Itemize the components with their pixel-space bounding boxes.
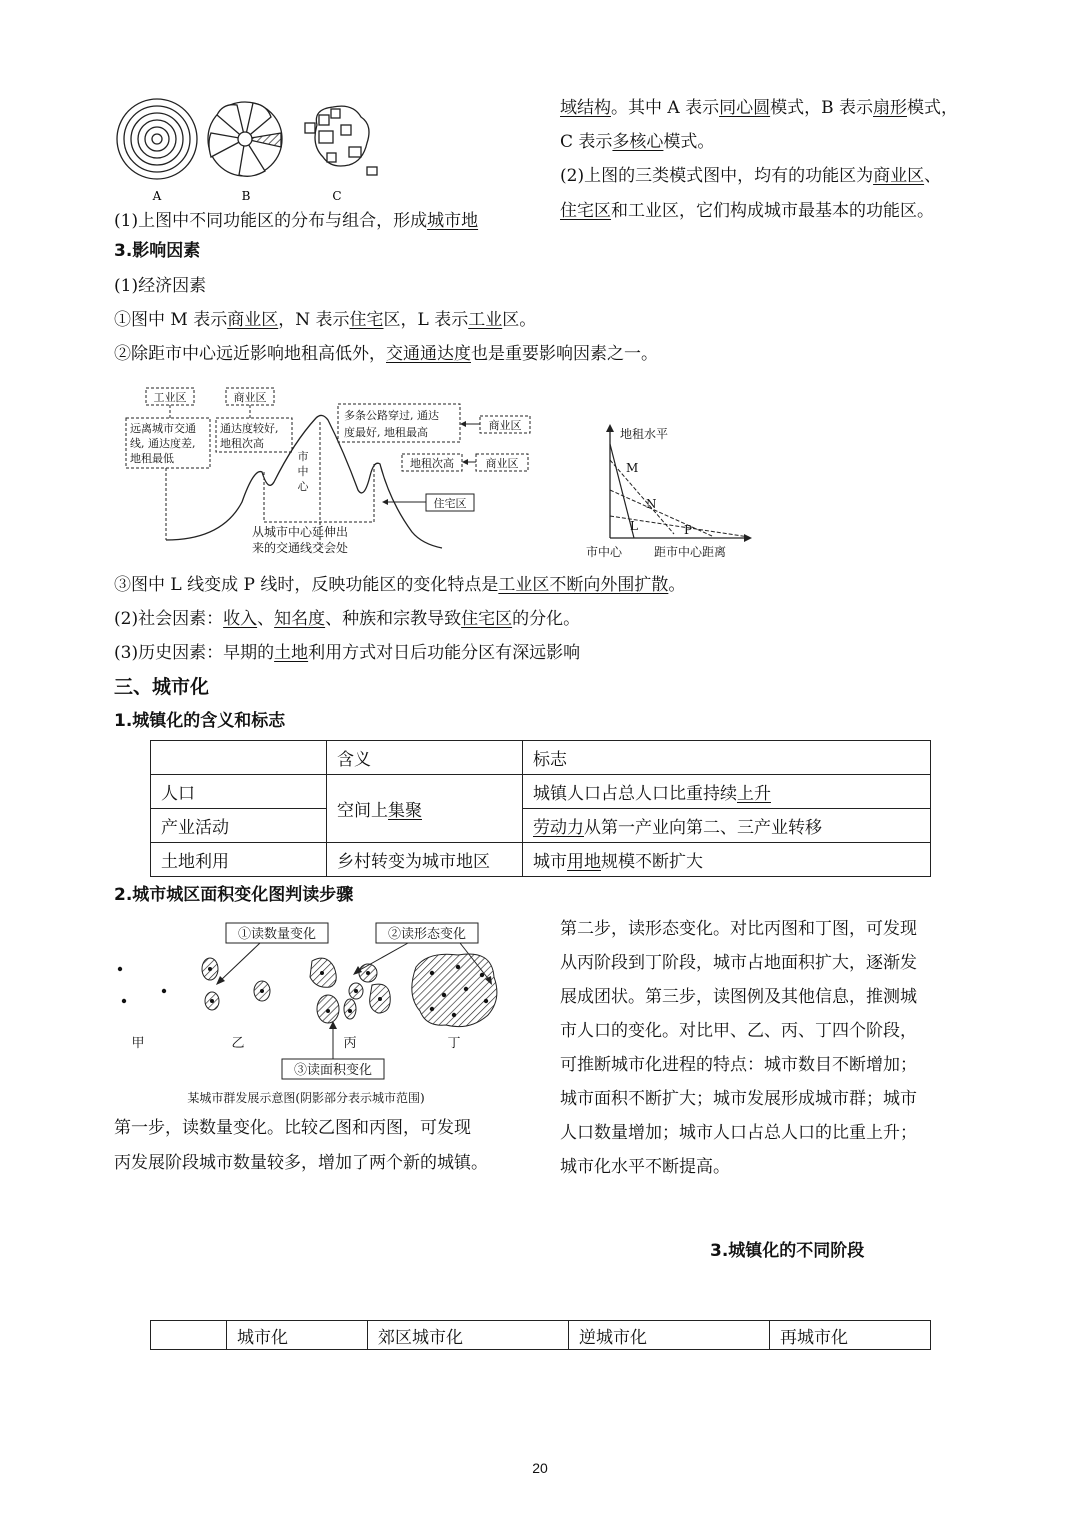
stages-cell-suburbanization: 郊区城市化 [368,1321,569,1350]
box-commercial: 商业区 [233,391,267,404]
step1-line1: 第一步，读数量变化。比较乙图和丙图，可发现 [114,1118,471,1138]
box-right-commercial-2: 商业区 [485,457,519,470]
stages-cell-counter-urbanization: 逆城市化 [569,1321,770,1350]
cell-population: 人口 [151,775,327,809]
box-far-2: 线, 通达度差, [130,437,196,450]
curve-n-label: N [646,497,657,511]
right-para-6: 城市面积不断扩大；城市发展形成城市群；城市 [560,1089,917,1109]
factors-line2: ②除距市中心远近影响地租高低外，交通通达度也是重要影响因素之一。 [114,344,658,364]
factors-economic: (1)经济因素 [114,276,207,296]
rent-profile-diagram [122,382,542,562]
city-center-1: 市 [297,450,309,463]
box-mid-2: 地租次高 [220,437,264,450]
cell-header-meaning: 含义 [327,741,523,775]
factors-heading: 3.影响因素 [114,241,201,261]
cell-land-use-sign: 城市用地规模不断扩大 [523,843,931,877]
model-text-r4: 住宅区和工业区，它们构成城市最基本的功能区。 [560,201,934,221]
model-label-c: C [332,189,342,203]
model-text-r3: (2)上图的三类模式图中，均有的功能区为商业区、 [560,166,942,186]
factors-line1: ①图中 M 表示商业区，N 表示住宅区，L 表示工业区。 [114,310,537,330]
cell-land-use-meaning: 乡村转变为城市地区 [327,843,523,877]
stages-cell-reurbanization: 再城市化 [770,1321,931,1350]
curve-m-label: M [626,461,639,475]
rent-curve-graph [584,420,754,565]
curve-l-label: L [630,519,638,533]
curve-p-label: P [684,523,693,537]
box-quantity: ①读数量变化 [237,927,317,942]
box-residential: 住宅区 [433,497,467,510]
city-center-2: 中 [297,465,309,478]
factors-social: (2)社会因素：收入、知名度、种族和宗教导致住宅区的分化。 [114,609,581,629]
section-heading-urbanization: 三、城市化 [114,676,210,698]
box-area: ③读面积变化 [293,1063,373,1078]
box-second-rent: 地租次高 [410,457,454,470]
rent-graph-ylabel: 地租水平 [620,427,669,441]
city-group-figure [110,915,510,1111]
concentric-model [117,99,197,179]
sub-heading-area-steps: 2.城市城区面积变化图判读步骤 [114,885,354,905]
stage-ding: 丁 [447,1036,461,1051]
factors-history: (3)历史因素：早期的土地利用方式对日后功能分区有深远影响 [114,643,581,663]
right-para-1: 第二步，读形态变化。对比丙图和丁图，可发现 [560,919,917,939]
urban-models-figure [105,95,395,207]
multi-nuclei-model [305,106,377,175]
right-para-3: 展成团状。第三步，读图例及其他信息，推测城 [560,987,917,1007]
figure-caption: 某城市群发展示意图(阴影部分表示城市范围) [187,1091,425,1105]
bottom-note-2: 来的交通线交会处 [252,541,349,555]
model-label-a: A [152,189,162,203]
stage-jia: 甲 [131,1036,145,1051]
stages-cell-urbanization: 城市化 [227,1321,368,1350]
box-top-1: 多条公路穿过, 通达 [344,409,439,422]
bottom-note-1: 从城市中心延伸出 [252,525,349,539]
box-far-1: 远离城市交通 [130,422,196,435]
box-right-commercial: 商业区 [488,419,522,432]
cell-empty-header [151,741,327,775]
box-shape: ②读形态变化 [387,927,467,942]
factors-line3: ③图中 L 线变成 P 线时，反映功能区的变化特点是工业区不断向外围扩散。 [114,575,686,595]
cell-header-sign: 标志 [523,741,931,775]
city-center-3: 心 [297,480,309,493]
page-number: 20 [532,1460,548,1476]
right-para-2: 从丙阶段到丁阶段，城市占地面积扩大，逐渐发 [560,953,917,973]
stage-bing: 丙 [343,1036,357,1051]
meaning-table [150,740,931,877]
stage-yi: 乙 [231,1036,245,1051]
sector-model [208,102,282,176]
stages-table [150,1320,931,1350]
cell-spatial-agglomeration: 空间上集聚 [327,775,523,843]
model-text-r1: 域结构。其中 A 表示同心圆模式，B 表示扇形模式， [560,98,958,118]
box-mid-1: 通达度较好, [220,422,279,435]
box-industrial: 工业区 [153,391,187,404]
rent-graph-xlabel-left: 市中心 [586,545,623,559]
cell-industry-sign: 劳动力从第一产业向第二、三产业转移 [523,809,931,843]
cell-population-sign: 城镇人口占总人口比重持续上升 [523,775,931,809]
cell-land-use: 土地利用 [151,843,327,877]
sub-heading-stages: 3.城镇化的不同阶段 [710,1241,865,1261]
box-far-3: 地租最低 [130,452,174,465]
sub-heading-meaning: 1.城镇化的含义和标志 [114,711,286,731]
right-para-7: 人口数量增加；城市人口占总人口的比重上升； [560,1123,917,1143]
rent-graph-xlabel-right: 距市中心距离 [654,545,727,559]
step1-line2: 丙发展阶段城市数量较多，增加了两个新的城镇。 [114,1153,488,1173]
cell-industry: 产业活动 [151,809,327,843]
right-para-8: 城市化水平不断提高。 [560,1157,730,1177]
box-top-2: 度最好, 地租最高 [344,426,428,439]
model-label-b: B [241,189,251,203]
right-para-4: 市人口的变化。对比甲、乙、丙、丁四个阶段， [560,1021,917,1041]
model-text-p1: (1)上图中不同功能区的分布与组合，形成城市地 [114,211,479,231]
stages-cell-empty [151,1321,227,1350]
right-para-5: 可推断城市化进程的特点：城市数目不断增加； [560,1055,917,1075]
model-text-r2: C 表示多核心模式。 [560,132,715,152]
